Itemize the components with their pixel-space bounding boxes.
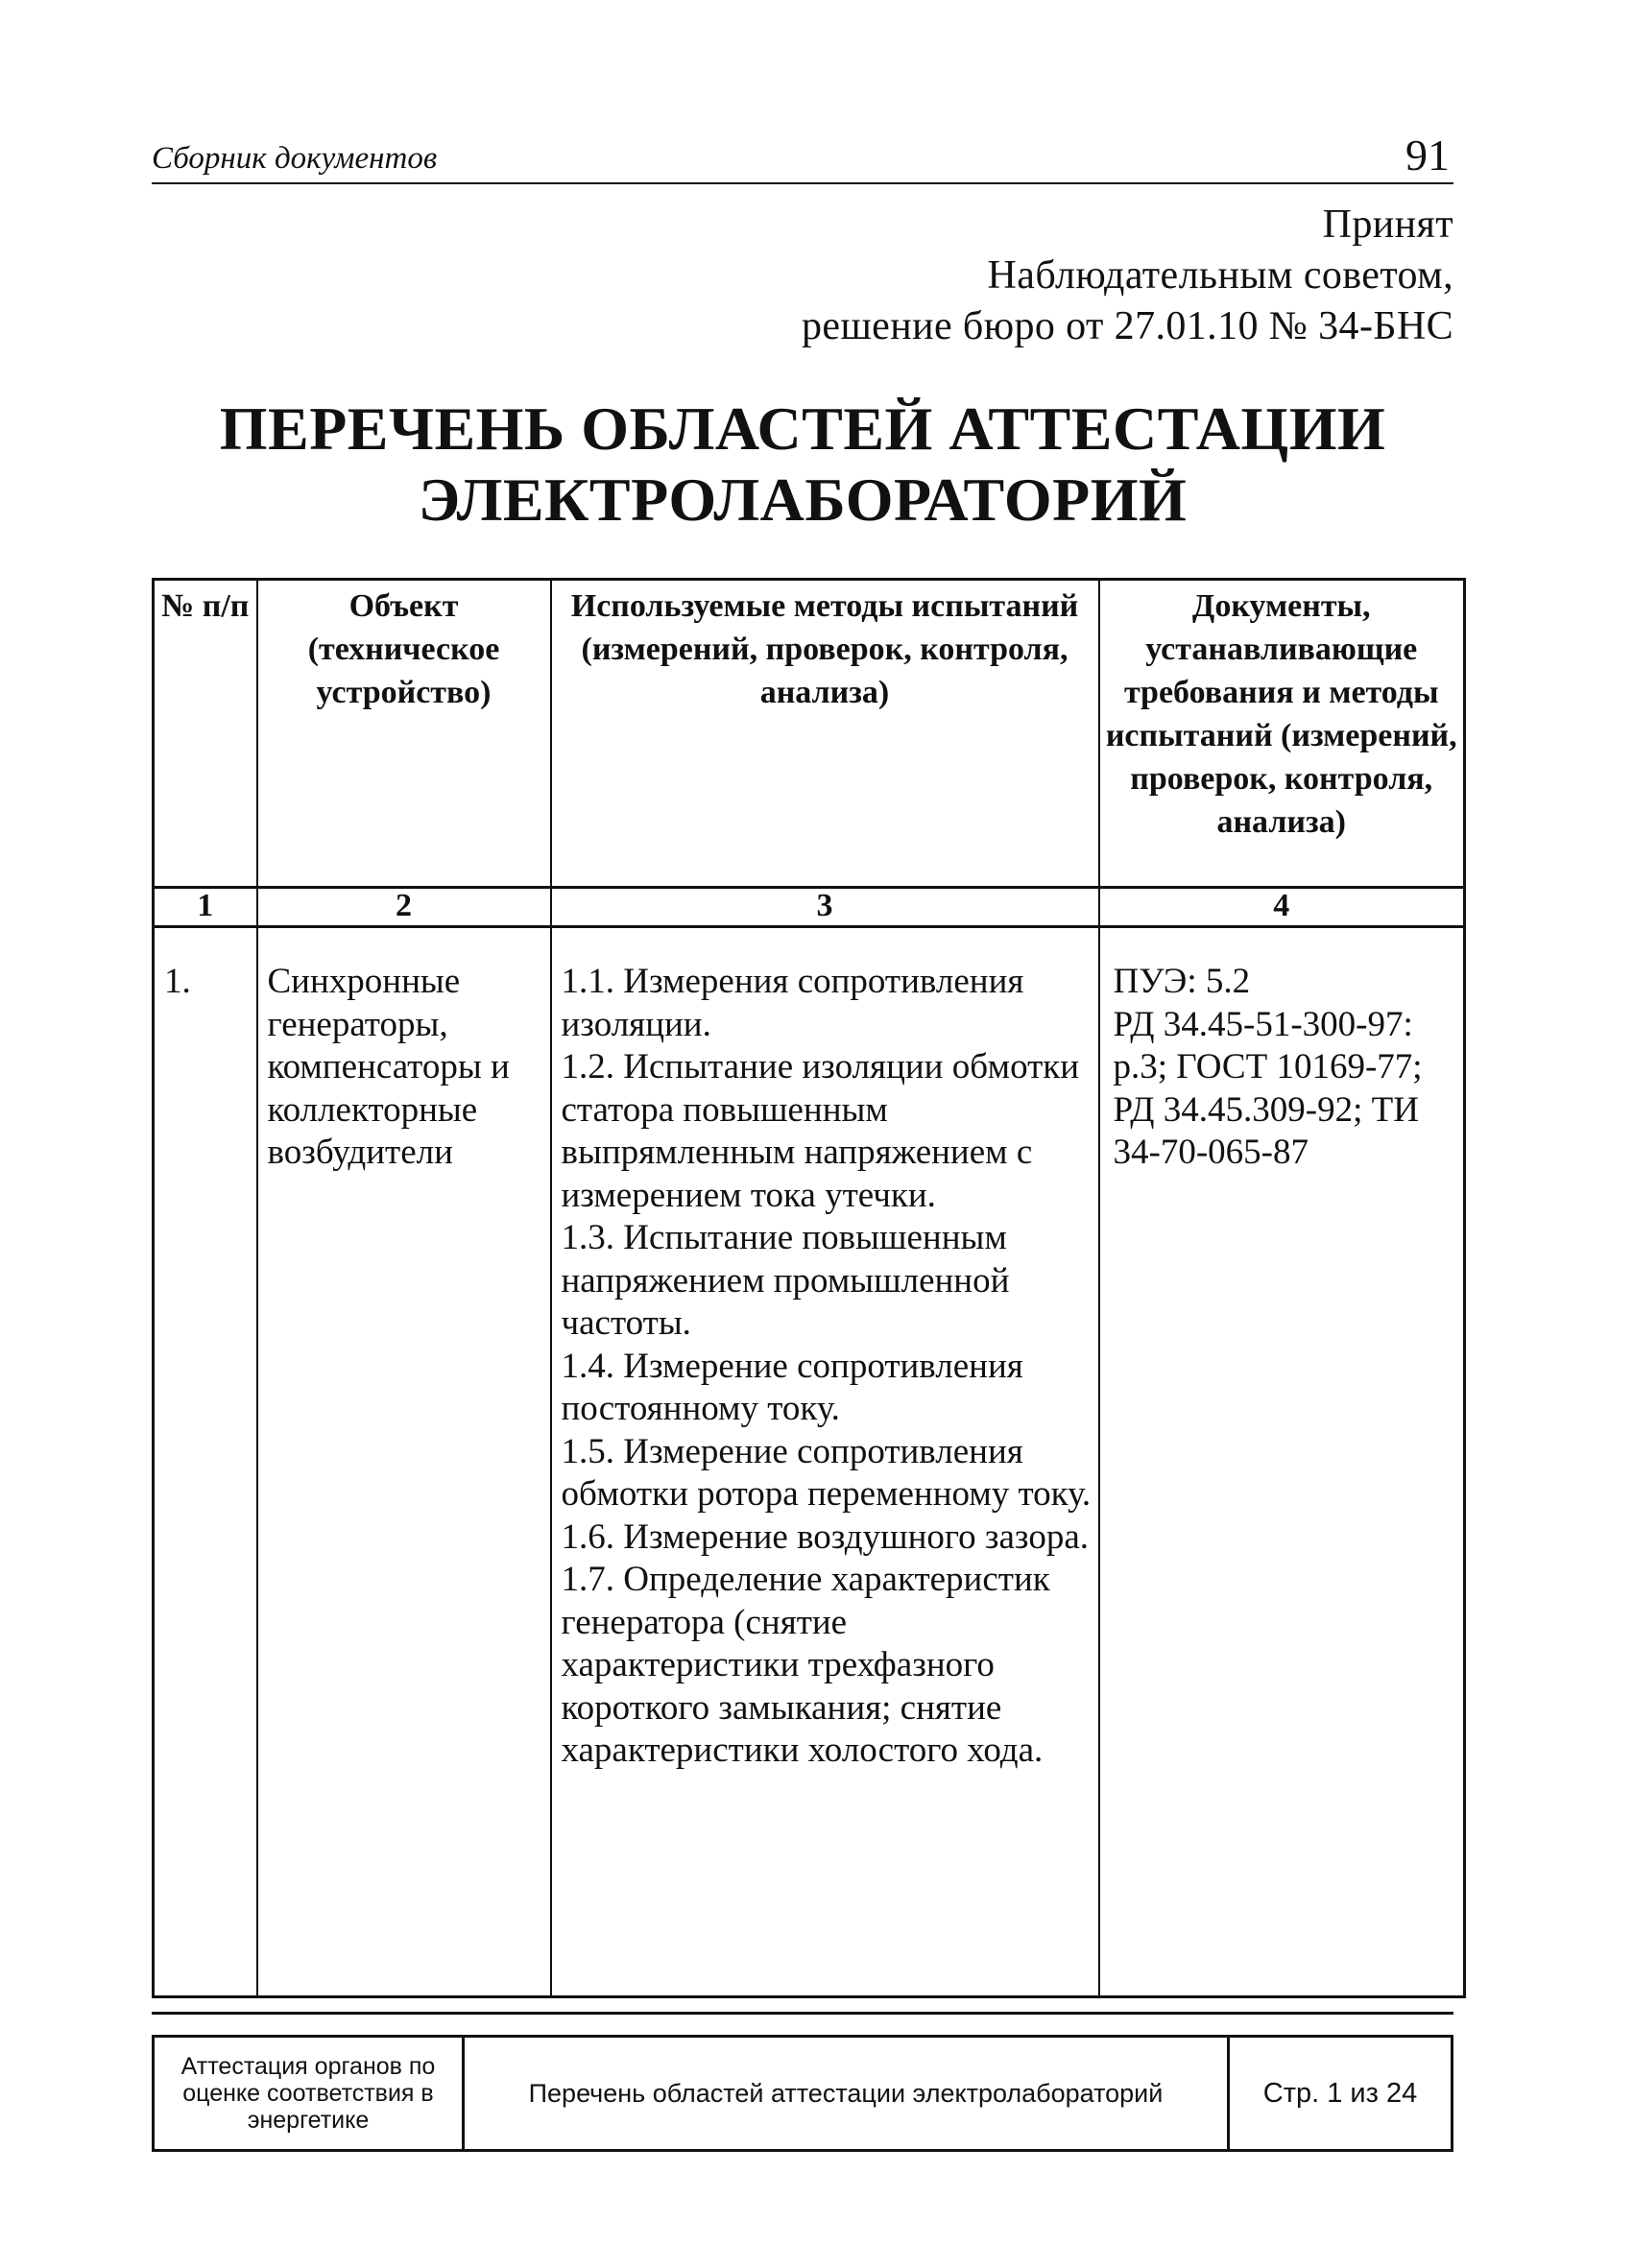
approval-line-2: Наблюдательным советом, (987, 253, 1453, 298)
header-documents: Документы, устанавливающие требования и методы испытаний (измерений, проверок, контроля, анализа) (1099, 580, 1465, 888)
header-number: № п/п (154, 580, 257, 888)
method-item: 1.7. Определение характеристик генератора (снятие характеристики трехфазного короткого замыкания; снятие характеристики холостого хода. (561, 1560, 1050, 1770)
column-number-row (154, 888, 1465, 927)
method-item: 1.5. Измерение сопротивления обмотки ротора переменному току. (561, 1431, 1092, 1514)
footer-divider (152, 2012, 1453, 2015)
column-number: 2 (257, 888, 551, 927)
attestation-table (152, 578, 1466, 1998)
row-documents (1099, 927, 1465, 1997)
method-item: 1.1. Измерения сопротивления изоляции. (561, 962, 1024, 1044)
header-methods: Используемые методы испытаний (измерений, проверок, контроля, анализа) (551, 580, 1099, 888)
row-methods (551, 927, 1099, 1997)
approval-line-1: Принят (1322, 203, 1453, 247)
document-title-line-1: ПЕРЕЧЕНЬ ОБЛАСТЕЙ АТТЕСТАЦИИ (219, 394, 1386, 463)
approval-block (802, 200, 1453, 352)
page-footer (152, 2035, 1453, 2152)
column-number: 4 (1099, 888, 1465, 927)
footer-organization: Аттестация органов по оценке соответствия в энергетике (155, 2038, 465, 2149)
document-title (152, 394, 1453, 536)
method-item: 1.3. Испытание повышенным напряжением промышленной частоты. (561, 1218, 1010, 1343)
running-header (152, 127, 1453, 184)
method-item: 1.6. Измерение воздушного зазора. (561, 1516, 1089, 1557)
row-object: Синхронные генераторы, компенсаторы и коллекторные возбудители (257, 927, 551, 1997)
method-item: 1.2. Испытание изоляции обмотки статора повышенным выпрямленным напряжением с измерением тока утечки. (561, 1047, 1080, 1215)
method-item: 1.4. Измерение сопротивления постоянному току. (561, 1346, 1023, 1428)
footer-page-counter: Стр. 1 из 24 (1262, 2077, 1418, 2109)
document-title-line-2: ЭЛЕКТРОЛАБОРАТОРИЙ (418, 466, 1188, 534)
approval-line-3: решение бюро от 27.01.10 № 34-БНС (802, 304, 1453, 348)
document-reference: РД 34.45-51-300-97: р.3; ГОСТ 10169-77; РД 34.45.309-92; ТИ 34-70-065-87 (1113, 1004, 1423, 1172)
table-row (154, 927, 1465, 1997)
document-reference: ПУЭ: 5.2 (1113, 962, 1251, 1001)
table-header-row (154, 580, 1465, 888)
column-number: 3 (551, 888, 1099, 927)
running-title: Сборник документов (152, 141, 438, 176)
page-number: 91 (1405, 131, 1450, 179)
column-number: 1 (154, 888, 257, 927)
header-object: Объект (техническое устройство) (257, 580, 551, 888)
row-number: 1. (154, 927, 257, 1997)
footer-document-title: Перечень областей аттестации электролабораторий (465, 2038, 1230, 2149)
